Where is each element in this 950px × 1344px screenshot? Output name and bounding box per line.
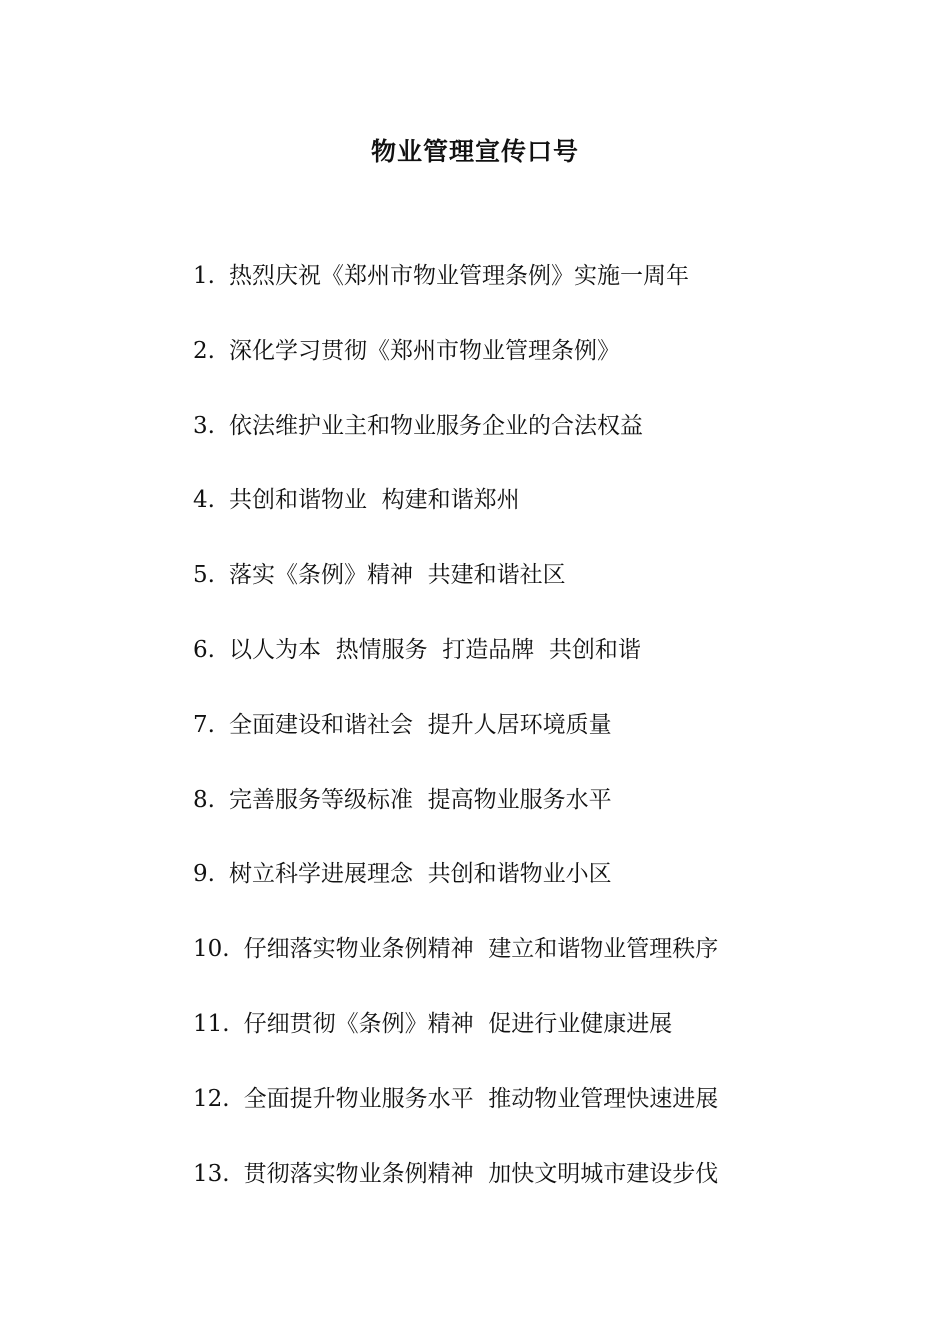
slogan-text: 全面提升物业服务水平 推动物业管理快速进展 (243, 1085, 719, 1112)
slogan-number: 12. (193, 1085, 230, 1112)
slogan-text: 共创和谐物业 构建和谐郑州 (228, 487, 520, 514)
slogan-text: 依法维护业主和物业服务企业的合法权益 (228, 412, 643, 439)
list-item (193, 782, 893, 857)
list-item (193, 707, 893, 782)
list-item (193, 856, 893, 931)
list-item (193, 408, 893, 483)
slogan-number: 9. (193, 861, 215, 888)
slogan-number: 13. (193, 1160, 230, 1187)
list-item (193, 333, 893, 408)
slogan-text: 以人为本 热情服务 打造品牌 共创和谐 (228, 636, 641, 663)
slogan-text: 落实《条例》精神 共建和谐社区 (228, 562, 566, 589)
slogan-text: 完善服务等级标准 提高物业服务水平 (228, 786, 612, 813)
slogan-text: 仔细落实物业条例精神 建立和谐物业管理秩序 (243, 936, 719, 963)
slogan-number: 5. (193, 562, 215, 589)
list-item (193, 1081, 893, 1156)
slogan-text: 贯彻落实物业条例精神 加快文明城市建设步伐 (243, 1160, 719, 1187)
list-item (193, 557, 893, 632)
list-item (193, 931, 893, 1006)
slogan-text: 全面建设和谐社会 提升人居环境质量 (228, 711, 612, 738)
slogan-text: 深化学习贯彻《郑州市物业管理条例》 (228, 337, 620, 364)
slogan-text: 仔细贯彻《条例》精神 促进行业健康进展 (243, 1010, 673, 1037)
slogan-number: 7. (193, 711, 215, 738)
page-title: 物业管理宣传口号 (370, 137, 579, 166)
slogan-number: 2. (193, 337, 215, 364)
slogan-number: 6. (193, 636, 215, 663)
list-item (193, 258, 893, 333)
slogan-text: 树立科学进展理念 共创和谐物业小区 (228, 861, 612, 888)
slogan-number: 4. (193, 487, 215, 514)
list-item (193, 632, 893, 707)
slogan-number: 8. (193, 786, 215, 813)
slogan-text: 热烈庆祝《郑州市物业管理条例》实施一周年 (228, 263, 689, 289)
slogan-number: 3. (193, 412, 215, 439)
slogan-number: 11. (193, 1010, 230, 1037)
list-item (193, 1156, 893, 1231)
list-item (193, 482, 893, 557)
slogan-number: 1. (193, 263, 215, 289)
slogan-list (193, 258, 893, 1230)
list-item (193, 1006, 893, 1081)
slogan-number: 10. (193, 936, 230, 963)
